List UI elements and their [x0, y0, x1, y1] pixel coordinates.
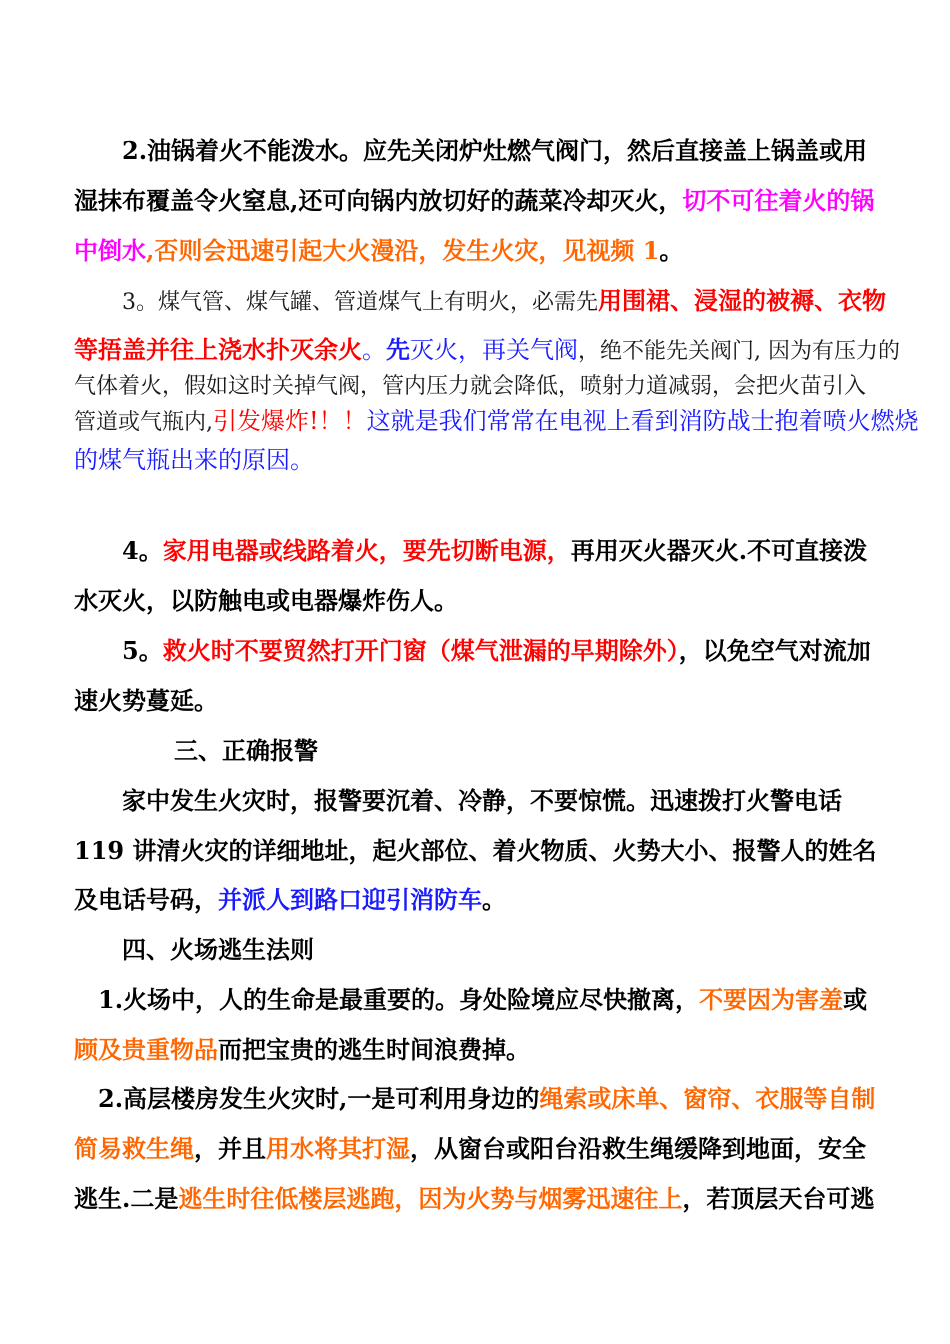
item4-text: 水灭火，以防触电或电器爆炸伤人。: [74, 586, 458, 615]
item3-explanation: 的煤气瓶出来的原因。: [74, 446, 314, 474]
escape1-text: 或: [843, 985, 868, 1014]
item3-line5: [74, 443, 934, 477]
escape2-emphasis: 简易救生绳: [74, 1134, 194, 1163]
item3-emphasis: 先: [386, 335, 410, 364]
alarm-text: 119 讲清火灾的详细地址，起火部位、着火物质、火势大小、报警人的姓名: [74, 836, 877, 865]
item2-consequence: ,否则会迅速引起大火漫沿，发生火灾，: [146, 236, 563, 265]
item2-warning: 切不可往着火的锅: [682, 186, 875, 215]
alarm-line1: [122, 784, 934, 818]
escape2-emphasis: 用水将其打湿: [266, 1134, 410, 1163]
item5-text: 速火势蔓延。: [74, 686, 218, 715]
item3-explanation: 这就是我们常常在电视上看到消防战士抱着喷火燃烧: [366, 407, 919, 435]
section-heading-escape: [122, 933, 934, 967]
item2-text: 湿抹布覆盖令火窒息,还可向锅内放切好的蔬菜冷却灭火，: [74, 186, 683, 215]
item3-emphasis: 引发爆炸!！！: [213, 407, 367, 435]
alarm-text: 家中发生火灾时，报警要沉着、冷静，不要惊慌。迅速拨打火警电话: [122, 786, 842, 815]
escape2-line2: [74, 1132, 934, 1166]
escape1-line1: [98, 983, 934, 1017]
item3-text: 气体着火，假如这时关掉气阀，管内压力就会降低，喷射力道减弱，会把火苗引入: [74, 374, 867, 399]
item5-emphasis: 救火时不要贸然打开门窗（煤气泄漏的早期除外）: [162, 636, 679, 665]
escape2-text: 逃生.二是: [74, 1184, 179, 1213]
item4-text: 4。: [122, 536, 163, 565]
item2-warning: 中倒水: [74, 236, 146, 265]
item5-line2: [74, 684, 934, 718]
alarm-line3: [74, 883, 934, 917]
escape1-emphasis: 顾及贵重物品: [74, 1035, 218, 1064]
section-heading-text: 四、火场逃生法则: [122, 935, 314, 964]
section-heading-alarm: [174, 734, 934, 768]
item2-text: 2.油锅着火不能泼水。应先关闭炉灶燃气阀门，然后直接盖上锅盖或用: [122, 136, 868, 165]
item3-text: 3。煤气管、煤气罐、管道煤气上有明火，必需先: [122, 290, 598, 315]
item3-line4: [74, 404, 934, 440]
item5-text: ，以免空气对流加: [678, 636, 871, 665]
item3-text: 。: [362, 336, 386, 364]
alarm-text: 及电话号码，: [74, 885, 218, 914]
item3-text: ，绝不能先关阀门, 因为有压力的: [578, 339, 900, 364]
alarm-emphasis: 并派人到路口迎引消防车: [218, 885, 482, 914]
item2-line1: [122, 134, 934, 168]
escape2-line3: [74, 1182, 934, 1216]
escape2-emphasis: 逃生时往低楼层逃跑，因为火势与烟雾迅速往上: [178, 1184, 683, 1213]
item2-line2: [74, 184, 934, 218]
item4-line1: [122, 534, 934, 568]
escape2-text: 2.高层楼房发生火灾时,一是可利用身边的: [98, 1084, 540, 1113]
item3-text: 管道或气瓶内,: [74, 410, 213, 435]
item4-emphasis: 家用电器或线路着火，要先切断电源，: [162, 536, 571, 565]
alarm-line2: [74, 834, 934, 868]
escape2-text: ，并且: [194, 1134, 266, 1163]
alarm-text: 。: [482, 885, 506, 914]
escape1-text: 1.火场中，人的生命是最重要的。身处险境应尽快撤离，: [98, 985, 700, 1014]
item2-line3: [74, 234, 934, 268]
escape1-text: 而把宝贵的逃生时间浪费掉。: [218, 1035, 530, 1064]
escape1-emphasis: 不要因为害羞: [699, 985, 844, 1014]
item3-line1: [122, 284, 934, 320]
item3-emphasis: 等捂盖并往上浇水扑灭余火: [74, 335, 362, 364]
escape1-line2: [74, 1033, 934, 1067]
item2-text: 。: [659, 236, 684, 265]
escape2-text: ，若顶层天台可逃: [682, 1184, 875, 1213]
item2-video-link[interactable]: 见视频 1: [562, 236, 660, 265]
item3-line2: [74, 333, 934, 369]
item3-line3: [74, 368, 934, 404]
item3-text: 灭火，再关气阀: [410, 336, 578, 364]
item5-text: 5。: [122, 636, 163, 665]
escape2-text: ，从窗台或阳台沿救生绳缓降到地面，安全: [410, 1134, 866, 1163]
item5-line1: [122, 634, 934, 668]
escape2-line1: [98, 1082, 934, 1116]
item4-text: 再用灭火器灭火.不可直接泼: [570, 536, 868, 565]
escape2-emphasis: 绳索或床单、窗帘、衣服等自制: [539, 1084, 876, 1113]
section-heading-text: 三、正确报警: [174, 736, 318, 765]
item3-emphasis: 用围裙、浸湿的被褥、衣物: [598, 286, 886, 315]
item4-line2: [74, 584, 934, 618]
